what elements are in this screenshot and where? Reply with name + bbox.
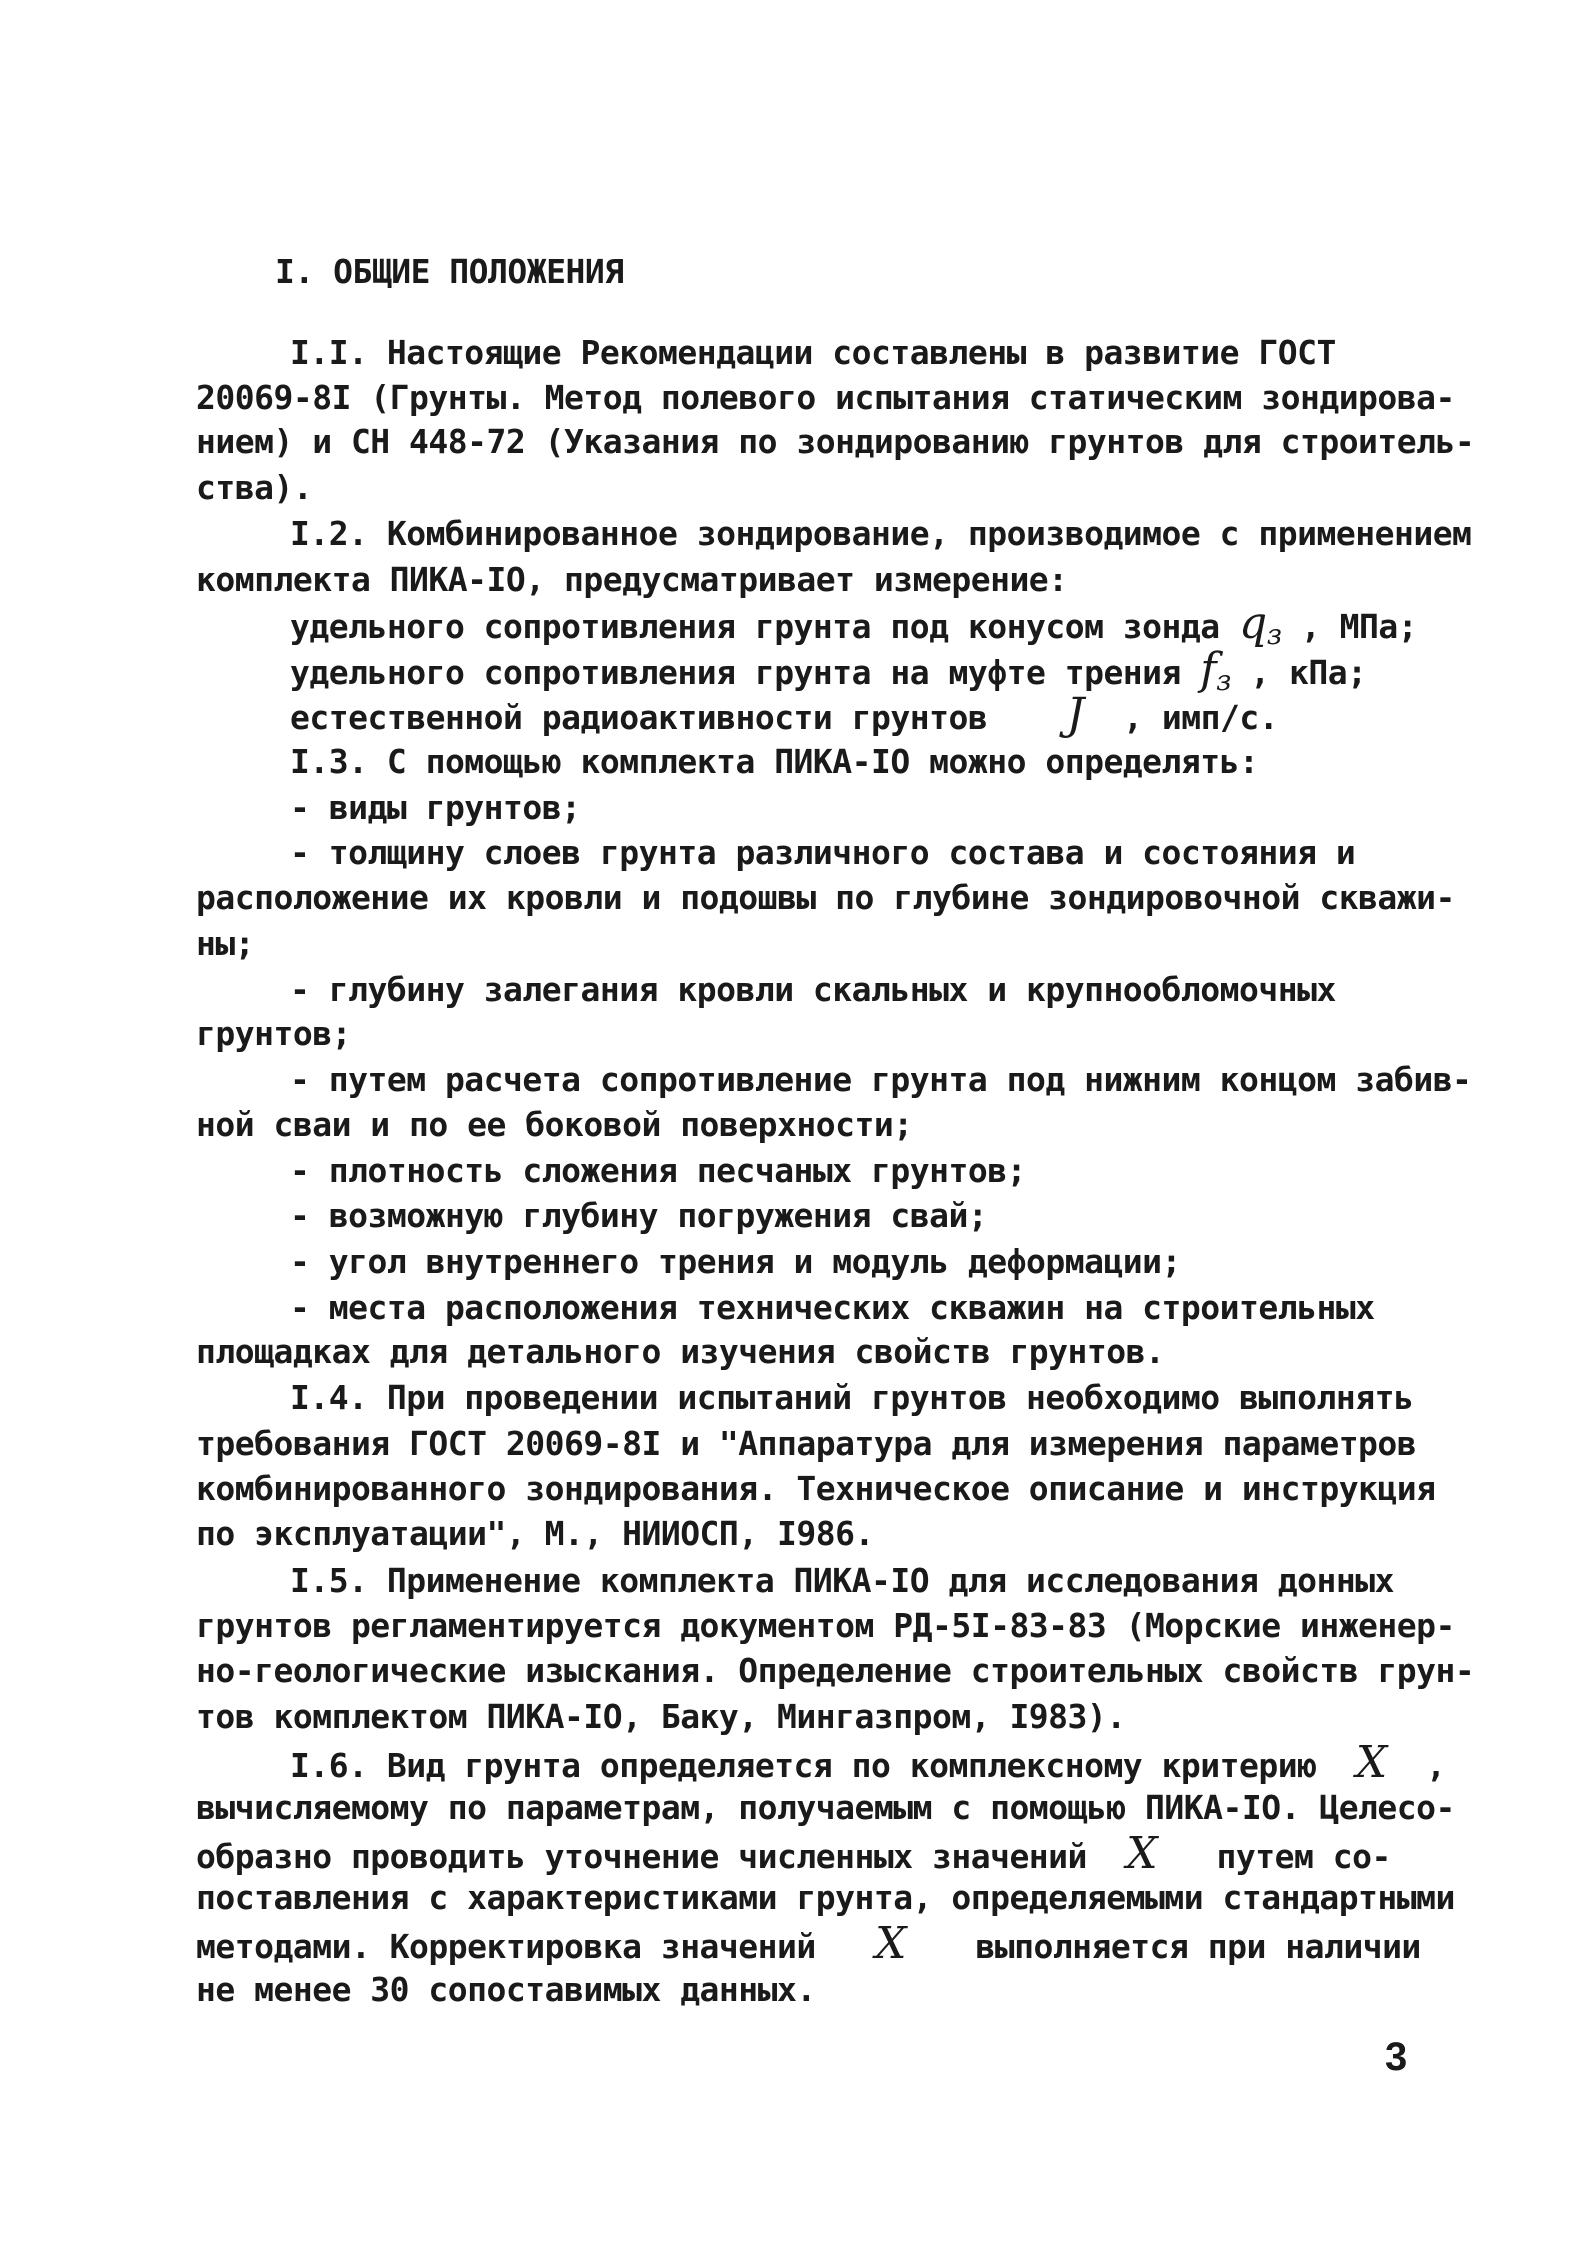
list-item: - толщину слоев грунта различного состава и состояния и xyxy=(290,833,1356,872)
para-1-5-line-4: тов комплектом ПИКА-IO, Баку, Мингазпром, I983). xyxy=(196,1697,1126,1736)
para-1-6-line-3: образно проводить уточнение численных значений X путем со- xyxy=(196,1828,1391,1879)
para-1-1-line-3: нием) и СН 448-72 (Указания по зондированию грунтов для строитель- xyxy=(196,422,1475,461)
para-1-5-line-3: но-геологические изыскания. Определение строительных свойств грун- xyxy=(196,1651,1475,1690)
para-1-4-line-3: комбинированного зондирования. Техническое описание и инструкция xyxy=(196,1469,1436,1508)
list-item: - места расположения технических скважин на строительных xyxy=(290,1288,1375,1327)
chi-symbol: X xyxy=(1126,1828,1158,1879)
para-1-6-line-6: не менее 30 сопоставимых данных. xyxy=(196,1970,816,2009)
chi-symbol: X xyxy=(1355,1737,1387,1788)
para-1-4-line-2: требования ГОСТ 20069-8I и "Аппаратура для измерения параметров xyxy=(196,1424,1417,1463)
para-1-6-line-2: вычисляемому по параметрам, получаемым с помощью ПИКА-IO. Целесо- xyxy=(196,1788,1455,1827)
list-item: - виды грунтов; xyxy=(290,788,581,827)
para-1-4-line-4: по эксплуатации", М., НИИОСП, I986. xyxy=(196,1514,874,1553)
qz-symbol: qз xyxy=(1239,598,1282,651)
measure-fz-text: удельного сопротивления грунта на муфте трения xyxy=(290,653,1181,692)
chi-symbol: X xyxy=(875,1918,906,1969)
list-item: площадках для детального изучения свойств грунтов. xyxy=(196,1332,1165,1371)
para-1-1-line-4: ства). xyxy=(196,468,313,507)
list-item: грунтов; xyxy=(196,1014,351,1053)
para-1-5-line-1: I.5. Применение комплекта ПИКА-IO для исследования донных xyxy=(290,1561,1394,1600)
list-item: - плотность сложения песчаных грунтов; xyxy=(290,1151,1026,1190)
list-item: - глубину залегания кровли скальных и крупнообломочных xyxy=(290,970,1336,1009)
measure-qz-text: удельного сопротивления грунта под конусом зонда xyxy=(290,607,1220,646)
measure-qz xyxy=(290,598,1418,655)
para-1-2-line-1: I.2. Комбинированное зондирование, производимое с применением xyxy=(290,514,1472,553)
list-item: - возможную глубину погружения свай; xyxy=(290,1196,988,1235)
fz-symbol: fз xyxy=(1200,644,1231,697)
para-1-1-line-2: 20069-8I (Грунты. Метод полевого испытания статическим зондирова- xyxy=(196,378,1455,417)
list-item: ной сваи и по ее боковой поверхности; xyxy=(196,1105,913,1144)
page-number: 3 xyxy=(1385,2035,1408,2079)
para-1-5-line-2: грунтов регламентируется документом РД-5I-83-83 (Морские инженер- xyxy=(196,1606,1455,1645)
para-1-6-line-4: поставления с характеристиками грунта, определяемыми стандартными xyxy=(196,1878,1455,1917)
measure-qz-unit: , МПа; xyxy=(1300,607,1418,646)
para-1-1-line-1: I.I. Настоящие Рекомендации составлены в развитие ГОСТ xyxy=(290,333,1336,372)
para-1-6-line-5: методами. Корректировка значений X выполняется при наличии xyxy=(196,1918,1421,1969)
para-1-2-line-2: комплекта ПИКА-IO, предусматривает измерение: xyxy=(196,560,1068,599)
measure-fz xyxy=(290,644,1367,701)
list-item: ны; xyxy=(196,924,255,963)
para-1-6-line-1: I.6. Вид грунта определяется по комплексному критерию X , xyxy=(290,1737,1446,1788)
para-1-3: I.3. С помощью комплекта ПИКА-IO можно определять: xyxy=(290,742,1259,781)
para-1-4-line-1: I.4. При проведении испытаний грунтов необходимо выполнять xyxy=(290,1378,1414,1417)
list-item: расположение их кровли и подошвы по глубине зондировочной скважи- xyxy=(196,878,1455,917)
section-heading: I. ОБЩИЕ ПОЛОЖЕНИЯ xyxy=(275,252,624,291)
measure-fz-unit: , кПа; xyxy=(1250,653,1367,692)
list-item: - путем расчета сопротивление грунта под нижним концом забив- xyxy=(290,1060,1472,1099)
measure-gamma-text: естественной радиоактивности грунтов xyxy=(290,698,988,737)
gamma-symbol: J xyxy=(1066,689,1084,740)
measure-gamma-unit: , имп/с. xyxy=(1123,698,1279,737)
list-item: - угол внутреннего трения и модуль деформации; xyxy=(290,1242,1181,1281)
measure-gamma xyxy=(290,689,1279,740)
